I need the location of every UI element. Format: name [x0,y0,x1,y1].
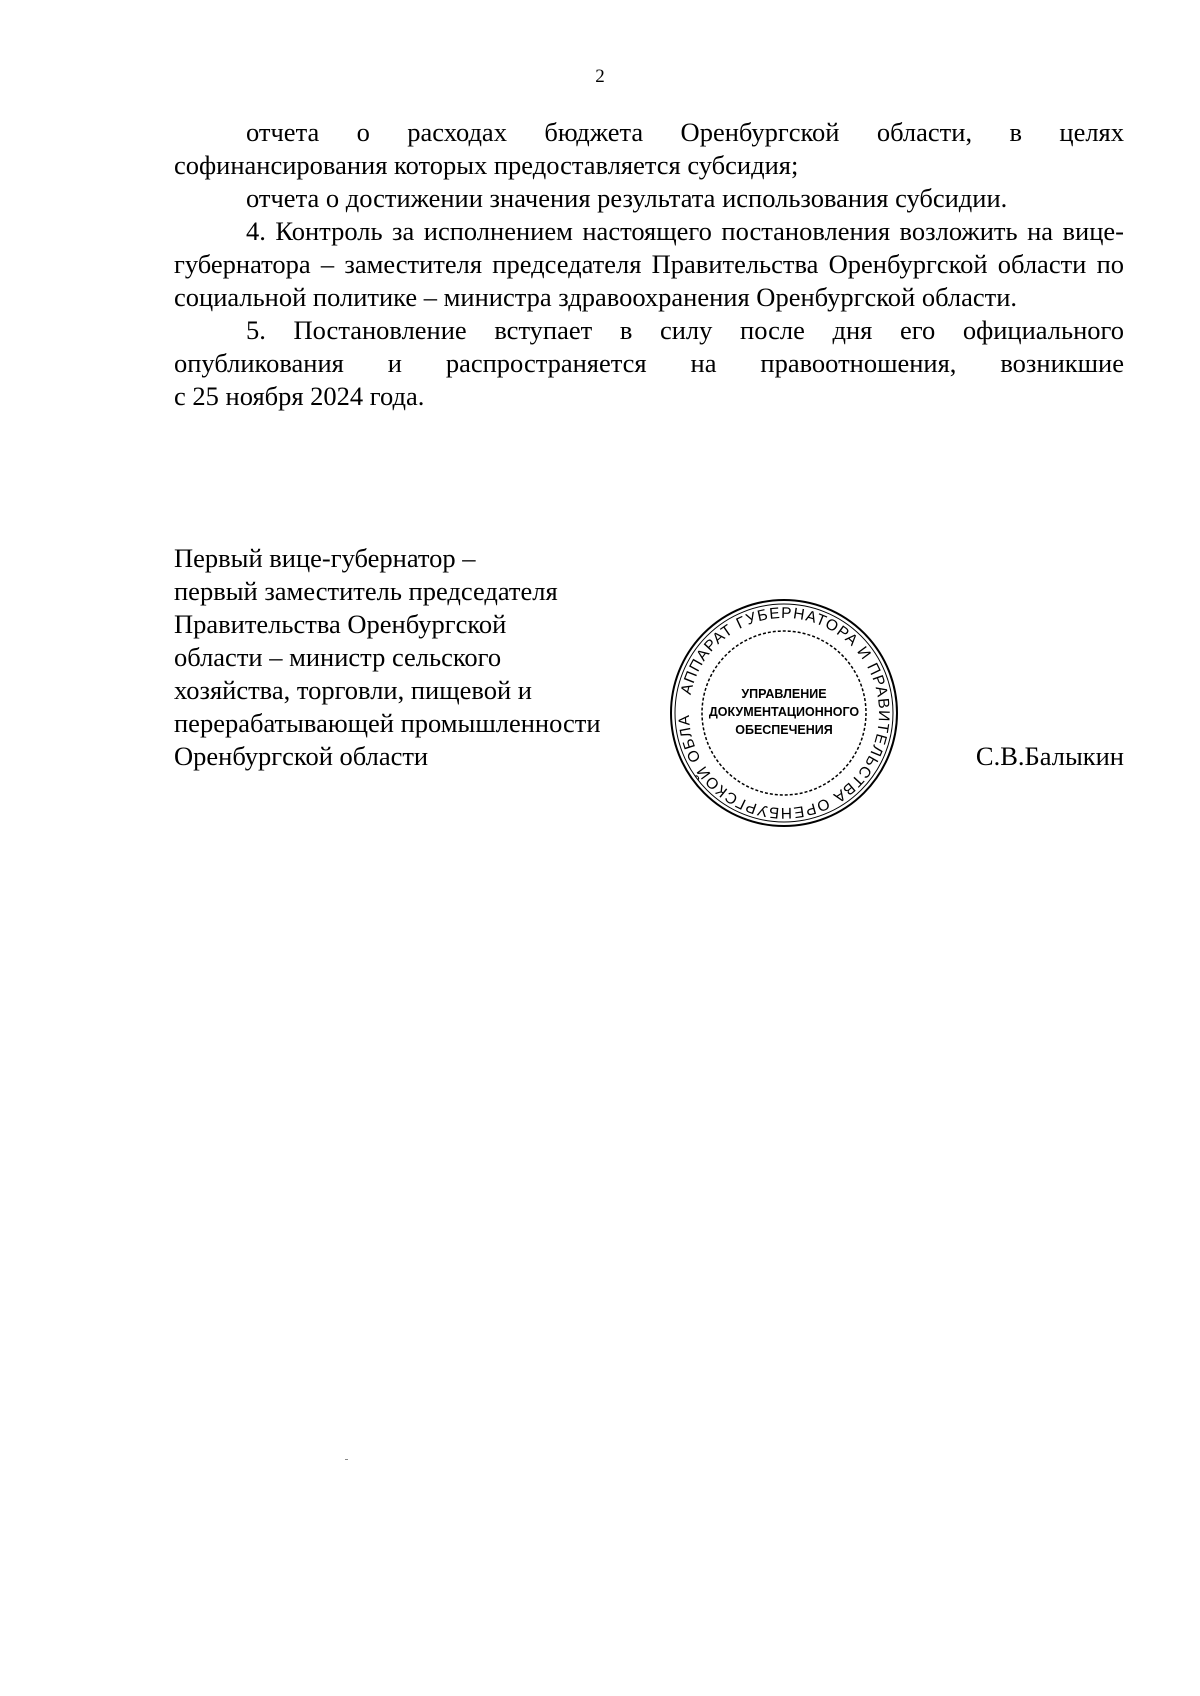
signatory-position-line: первый заместитель председателя [174,576,558,606]
page-number: 2 [595,66,605,87]
paragraph-result-report: отчета о достижении значения результата использования субсидии. [246,183,1008,213]
signatory-position-line: хозяйства, торговли, пищевой и [174,675,532,705]
signatory-position [174,542,674,773]
paragraph-budget-report: отчета о расходах бюджета Оренбургской области, в целях софинансирования которых предоставляется субсидия; [174,117,1124,180]
stamp-center-line: ДОКУМЕНТАЦИОННОГО [708,705,860,719]
official-stamp [668,597,900,829]
document-body [174,116,1124,413]
signatory-position-line: Первый вице-губернатор – [174,543,476,573]
stamp-center-line: ОБЕСПЕЧЕНИЯ [735,723,833,737]
paragraph-effective-clause: 5. Постановление вступает в силу после дня его официального опубликования и распространяется на правоотношения, возникшие [174,315,1124,378]
paragraph-effective-date: с 25 ноября 2024 года. [174,381,425,411]
stamp-ring-text: АППАРАТ ГУБЕРНАТОРА И ПРАВИТЕЛЬСТВА ОРЕНБУРГСКОЙ ОБЛА [675,604,893,822]
paragraph-control-clause: 4. Контроль за исполнением настоящего постановления возложить на вице-губернатора – заместителя председателя Правительства Оренбургской области по социальной политике – министра здравоохранения Оренбургской области. [174,216,1124,312]
scan-speck [345,1459,348,1460]
signatory-position-line: перерабатывающей промышленности [174,708,601,738]
signatory-position-line: области – министр сельского [174,642,502,672]
signatory-position-line: Оренбургской области [174,741,429,771]
signatory-name: С.В.Балыкин [975,741,1124,771]
stamp-center-line: УПРАВЛЕНИЕ [741,687,827,701]
signatory-position-line: Правительства Оренбургской [174,609,507,639]
